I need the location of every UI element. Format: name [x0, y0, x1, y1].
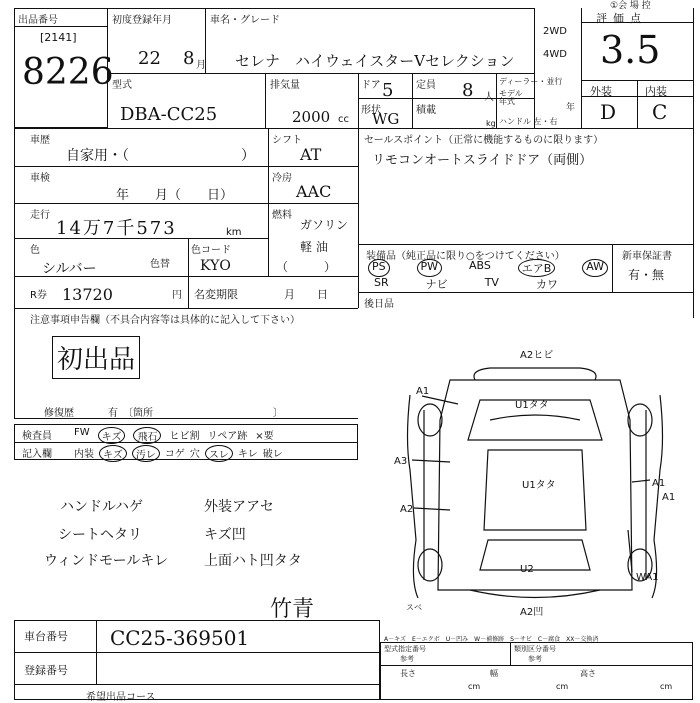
recycle-label: R券	[30, 290, 47, 301]
inspector-row2	[74, 445, 356, 462]
width-label: 幅	[490, 669, 498, 678]
divider	[612, 244, 613, 292]
divider	[534, 8, 535, 128]
divider	[14, 128, 15, 308]
divider	[14, 26, 108, 27]
ac-label: 冷房	[272, 173, 292, 184]
chassis-label: 車台番号	[24, 630, 68, 643]
divider	[693, 8, 694, 128]
divider	[14, 128, 693, 129]
shift-value: AT	[300, 145, 322, 164]
divider	[108, 8, 534, 9]
comment-left-3: ウィンドモールキレ	[44, 553, 169, 569]
interior-value: C	[652, 100, 668, 124]
color-code-value: KYO	[200, 258, 231, 274]
inspector-label1: 検査員	[22, 431, 52, 442]
insp-repair[interactable]: リペア跡	[207, 431, 248, 442]
comment-right-2: キズ凹	[204, 527, 246, 543]
divider	[637, 80, 638, 128]
insp-interior: 内装	[74, 449, 94, 460]
mileage-value: 14万7千573	[56, 218, 177, 239]
capacity-unit: 人	[484, 92, 494, 103]
displacement-unit: cc	[338, 114, 349, 125]
insp-wear[interactable]: スレ	[205, 445, 233, 462]
load-label: 積載	[416, 105, 436, 116]
mark-top: A2ヒビ	[520, 350, 554, 361]
divider	[265, 73, 266, 128]
divider	[14, 203, 358, 204]
mark-wa: WA1	[636, 572, 659, 583]
month-unit: 月	[196, 60, 206, 71]
yen-unit: 円	[172, 290, 182, 301]
mark-u1-roof: U1タタ	[522, 480, 556, 491]
divider	[108, 73, 534, 74]
mark-u2: U2	[520, 564, 534, 575]
insp-scratch[interactable]: キズ	[98, 427, 126, 444]
inspector-signature: 竹青	[270, 597, 315, 622]
model-label: 車名・グレード	[210, 15, 280, 26]
comment-right-1: 外装アアセ	[204, 499, 274, 515]
insp-cut[interactable]: キレ	[237, 449, 258, 460]
divider	[358, 128, 359, 308]
grade-label: 評価点	[596, 12, 647, 25]
height-unit: cm	[660, 682, 673, 691]
insp-chip[interactable]: 飛石	[133, 427, 161, 444]
chassis-value: CC25-369501	[110, 626, 250, 650]
equip-tv[interactable]: TV	[484, 276, 499, 289]
shape-value: WG	[372, 110, 400, 128]
fuel-alt: 軽 油	[300, 240, 328, 254]
equip-leather[interactable]: カワ	[535, 278, 558, 291]
len-label: 長さ	[400, 669, 416, 678]
divider	[412, 73, 413, 128]
warranty-label: 新車保証書	[622, 251, 672, 262]
len-unit: cm	[468, 682, 481, 691]
equip-pw[interactable]: PW	[417, 259, 443, 277]
equip-aw[interactable]: AW	[582, 259, 608, 277]
history-label: 車歴	[30, 135, 50, 146]
bottom-cut: 希望出品コース	[86, 692, 156, 703]
fuel-paren: （ ）	[276, 260, 337, 274]
model-ref: 型式指定番号	[384, 645, 426, 653]
divider	[581, 8, 582, 128]
notes-value: 初出品	[52, 336, 140, 379]
divider	[188, 238, 189, 308]
type-value: DBA-CC25	[120, 104, 218, 125]
fuel-value: ガソリン	[300, 218, 349, 232]
repair-value: 有 〔箇所 〕	[108, 408, 283, 419]
handle-label: ハンドル 左・右	[499, 117, 558, 126]
lot-bracket: [2141]	[40, 31, 77, 44]
insp-burn[interactable]: コゲ	[164, 449, 185, 460]
capacity-value: 8	[462, 80, 474, 101]
mark-a1-right: A1	[652, 478, 666, 489]
first-reg-label: 初度登録年月	[112, 15, 172, 26]
doors-value: 5	[382, 80, 394, 101]
mileage-label: 走行	[30, 210, 50, 221]
inspector-label2: 記入欄	[22, 449, 52, 460]
category-ref: 類別区分番号	[514, 645, 556, 653]
width-unit: cm	[556, 682, 569, 691]
lot-number: 8226	[22, 52, 114, 93]
lot-label: 出品番号	[18, 15, 58, 26]
shape-label: 形状	[361, 105, 381, 116]
top-note: ①会 場 控	[610, 1, 651, 11]
shift-label: シフト	[272, 135, 302, 146]
fuel-label: 燃料	[272, 210, 292, 221]
year-unit: 年	[566, 103, 576, 113]
notes-label: 注意事項申告欄（不具合内容等は具体的に記入して下さい）	[30, 315, 300, 326]
divider	[358, 73, 359, 128]
inspection-value: 年 月（ 日）	[116, 188, 234, 203]
displacement-value: 2000	[292, 108, 331, 126]
ac-value: AAC	[296, 182, 332, 201]
mark-a1: A1	[416, 386, 430, 397]
divider	[358, 292, 693, 293]
divider	[358, 244, 693, 245]
insp-tear[interactable]: 破レ	[262, 449, 283, 460]
mark-u1-top: U1タタ	[515, 400, 549, 411]
mark-a3: A3	[394, 456, 408, 467]
mark-bottom: A2凹	[520, 607, 544, 618]
divider	[14, 166, 358, 167]
mark-a1-lower: A1	[662, 492, 676, 503]
divider	[268, 128, 269, 276]
divider	[496, 73, 497, 128]
grade-value: 3.5	[600, 28, 661, 72]
equip-ps[interactable]: PS	[368, 259, 390, 277]
category-ref-sub: 参考	[528, 655, 542, 663]
exterior-value: D	[600, 100, 617, 124]
interior-label: 内装	[645, 85, 667, 98]
model-ref-sub: 参考	[400, 655, 414, 663]
equip-navi[interactable]: ナビ	[425, 278, 448, 291]
name-change-value: 月 日	[284, 288, 328, 301]
color-change-label: 色替	[150, 259, 170, 270]
model-name: セレナ ハイウェイスターVセレクション	[235, 52, 515, 70]
divider	[380, 665, 693, 666]
warranty-value: 有・無	[628, 268, 665, 282]
mark-a2-left: A2	[400, 504, 414, 515]
mileage-unit: km	[226, 227, 242, 238]
load-unit: kg	[486, 119, 496, 128]
equipment-row1	[368, 259, 608, 277]
doors-label: ドア	[361, 80, 381, 91]
reg-month: 8	[183, 48, 195, 69]
comment-left-2: シートヘタリ	[58, 527, 142, 543]
name-change-label: 名変期限	[194, 288, 238, 301]
capacity-label: 定員	[416, 80, 436, 91]
divider	[14, 308, 358, 309]
dealer-label: ディーラー・並行	[499, 77, 563, 86]
equipment-label: 装備品（純正品に限り○をつけてください）	[366, 251, 565, 262]
model-year-label: モデル年式	[499, 89, 523, 106]
inspector-row1	[74, 427, 356, 444]
insp-stain[interactable]: 汚レ	[132, 445, 160, 462]
sales-point-label: セールスポイント（正常に機能するものに限ります）	[364, 135, 604, 146]
after-label: 後日品	[364, 299, 394, 310]
history-value: 自家用・（ ）	[66, 148, 255, 164]
divider	[14, 308, 15, 418]
repair-label: 修復歴	[44, 408, 74, 419]
divider	[510, 642, 511, 665]
divider	[14, 684, 380, 685]
displacement-label: 排気量	[270, 80, 300, 91]
mark-sub: スベ	[406, 603, 422, 612]
reg-label: 登録番号	[24, 664, 68, 677]
insp-int-scratch[interactable]: キズ	[99, 445, 127, 462]
drive-4wd: 4WD	[543, 49, 567, 60]
comment-right-3: 上面ハト凹タタ	[204, 553, 302, 569]
equip-sr[interactable]: SR	[374, 276, 389, 289]
equip-abs[interactable]: ABS	[468, 259, 491, 272]
color-value: シルバー	[42, 261, 97, 277]
equip-airbag[interactable]: エアB	[518, 259, 556, 277]
sales-point-value: リモコンオートスライドドア（両側）	[372, 153, 593, 168]
inspection-label: 車検	[30, 173, 50, 184]
exterior-label: 外装	[590, 85, 612, 98]
legend: A－キズ E－エクボ U－凹み W－補修跡 S－サビ C－腐食 XX－交換済	[384, 636, 599, 643]
divider	[693, 128, 694, 318]
comment-left-1: ハンドルハゲ	[60, 499, 144, 515]
insp-need[interactable]: ×要	[255, 431, 274, 442]
divider	[14, 652, 380, 653]
type-label: 型式	[112, 80, 132, 91]
color-code-label: 色コード	[191, 245, 231, 256]
insp-crack[interactable]: ヒビ割	[169, 431, 200, 442]
insp-hole[interactable]: 穴	[189, 449, 200, 460]
car-diagram	[380, 340, 695, 620]
recycle-value: 13720	[62, 285, 113, 304]
equipment-row2	[374, 276, 558, 292]
reg-year: 22	[138, 48, 161, 69]
insp-fw: FW	[74, 427, 90, 438]
height-label: 高さ	[580, 669, 596, 678]
color-label: 色	[30, 245, 40, 256]
drive-2wd: 2WD	[543, 26, 567, 37]
divider	[96, 620, 97, 684]
